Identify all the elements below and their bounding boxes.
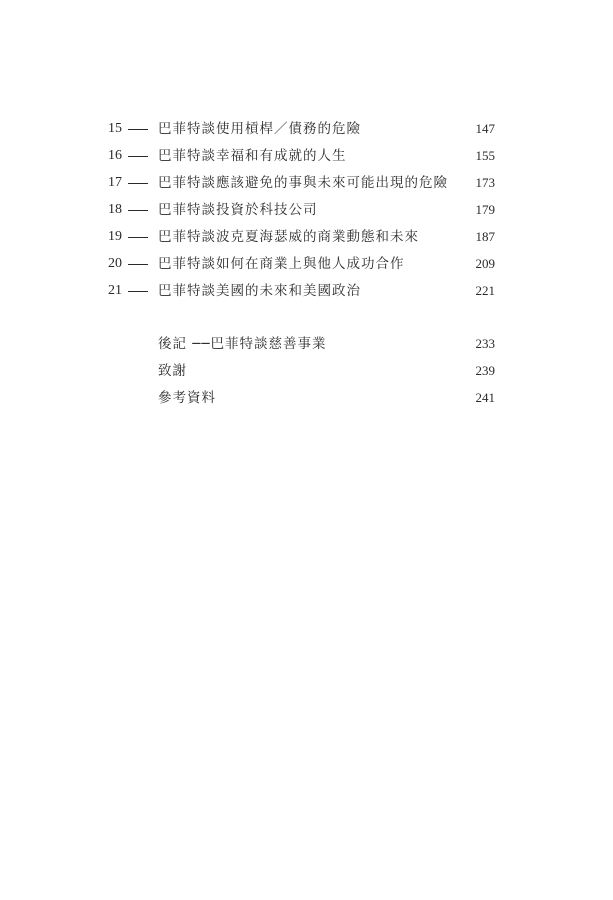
toc-entry-references [0, 385, 613, 411]
chapter-title: 巴菲特談使用槓桿／債務的危險 [158, 121, 361, 137]
chapter-number: 18 [108, 202, 122, 217]
backmatter-title: 參考資料 [158, 390, 216, 406]
page-number: 179 [475, 202, 495, 217]
toc-entry-afterword [0, 331, 613, 357]
chapter-number: 21 [108, 283, 122, 298]
leader-dash [128, 183, 148, 184]
toc-entry-15 [0, 116, 613, 142]
leader-dash [128, 264, 148, 265]
toc-entry-19 [0, 224, 613, 250]
toc-entry-18 [0, 197, 613, 223]
leader-dash [128, 129, 148, 130]
toc-entry-acknowledgements [0, 358, 613, 384]
chapter-title: 巴菲特談波克夏海瑟威的商業動態和未來 [158, 229, 419, 245]
chapter-number: 20 [108, 256, 122, 271]
page-number: 209 [475, 256, 495, 271]
backmatter-title: 致謝 [158, 363, 187, 379]
page-number: 239 [475, 363, 495, 378]
page-number: 221 [475, 283, 495, 298]
page-number: 187 [475, 229, 495, 244]
toc-entry-17 [0, 170, 613, 196]
leader-dash [128, 210, 148, 211]
toc-entry-20 [0, 251, 613, 277]
chapter-title: 巴菲特談應該避免的事與未來可能出現的危險 [158, 175, 448, 191]
chapter-number: 17 [108, 175, 122, 190]
page-number: 241 [475, 390, 495, 405]
chapter-title: 巴菲特談美國的未來和美國政治 [158, 283, 361, 299]
chapter-number: 15 [108, 121, 122, 136]
chapter-title: 巴菲特談如何在商業上與他人成功合作 [158, 256, 405, 272]
chapter-number: 16 [108, 148, 122, 163]
leader-dash [128, 156, 148, 157]
page-number: 155 [475, 148, 495, 163]
page-number: 147 [475, 121, 495, 136]
page-number: 173 [475, 175, 495, 190]
leader-dash [128, 291, 148, 292]
backmatter-title: 後記 ──巴菲特談慈善事業 [158, 336, 327, 352]
leader-dash [128, 237, 148, 238]
chapter-title: 巴菲特談幸福和有成就的人生 [158, 148, 347, 164]
toc-entry-16 [0, 143, 613, 169]
chapter-title: 巴菲特談投資於科技公司 [158, 202, 318, 218]
toc-entry-21 [0, 278, 613, 304]
chapter-number: 19 [108, 229, 122, 244]
page-number: 233 [475, 336, 495, 351]
